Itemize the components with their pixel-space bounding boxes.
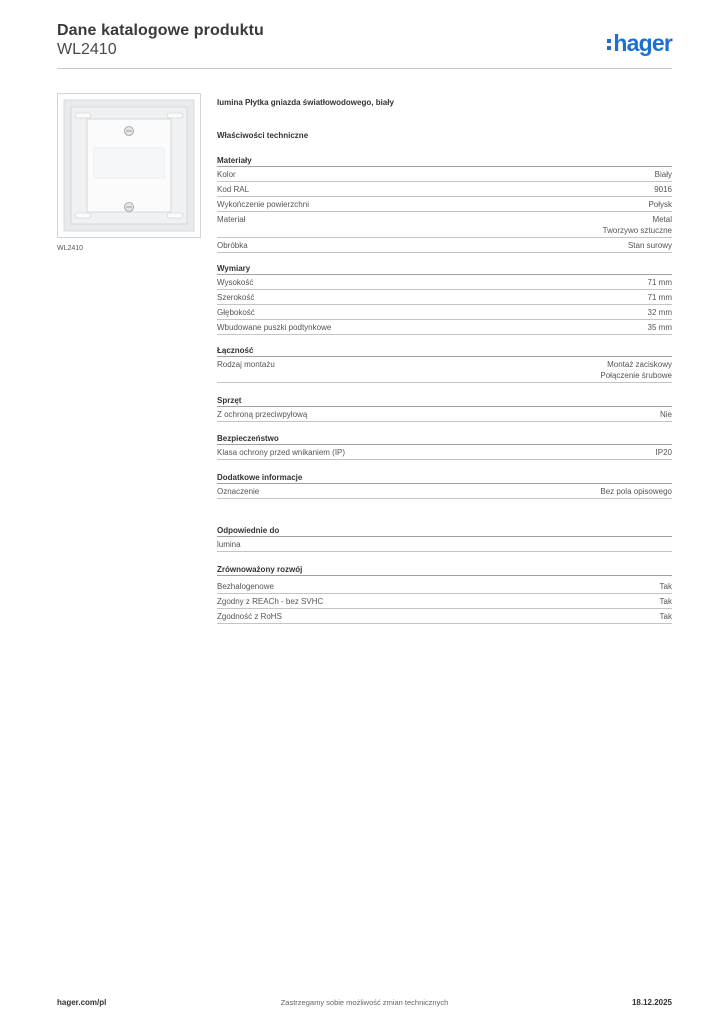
spec-label: Kod RAL (217, 185, 250, 194)
spec-row (217, 445, 672, 460)
spec-label: Obróbka (217, 241, 248, 250)
document-title: Dane katalogowe produktu (57, 22, 264, 39)
product-image (57, 93, 201, 238)
spec-label: Kolor (217, 170, 236, 179)
spec-value: Nie (659, 410, 672, 419)
section-title: Odpowiednie do (217, 525, 672, 537)
spec-row (217, 537, 672, 552)
spec-label: Wykończenie powierzchni (217, 200, 309, 209)
section-title: Łączność (217, 345, 672, 357)
spec-value: Metal Tworzywo sztuczne (602, 215, 672, 235)
spec-row (217, 290, 672, 305)
spec-label: Głębokość (217, 308, 255, 317)
section-connectivity (217, 345, 672, 383)
spec-value: Tak (659, 612, 672, 621)
spec-row (217, 357, 672, 383)
product-code: WL2410 (57, 41, 117, 58)
spec-label: Wbudowane puszki podtynkowe (217, 323, 332, 332)
spec-row (217, 407, 672, 422)
spec-label: Klasa ochrony przed wnikaniem (IP) (217, 448, 346, 457)
spec-label: Rodzaj montażu (217, 360, 275, 369)
spec-label: Zgodność z RoHS (217, 612, 282, 621)
spec-label: Zgodny z REACh - bez SVHC (217, 597, 324, 606)
logo-dots-icon (607, 39, 611, 50)
spec-label: Szerokość (217, 293, 255, 302)
spec-value: Montaż zaciskowy Połączenie śrubowe (600, 360, 672, 380)
spec-label: Bezhalogenowe (217, 582, 274, 591)
footer-date: 18.12.2025 (631, 998, 672, 1007)
technical-properties-heading: Właściwości techniczne (217, 131, 309, 140)
footer-website-link[interactable]: hager.com/pl (57, 998, 107, 1007)
logo-text: hager (613, 29, 672, 56)
spec-value: 9016 (654, 185, 672, 194)
section-title: Materiały (217, 155, 672, 167)
header-divider (57, 68, 672, 69)
section-safety (217, 433, 672, 460)
image-caption: WL2410 (57, 245, 84, 252)
socket-plate-icon (58, 94, 200, 237)
spec-value: IP20 (655, 448, 672, 457)
spec-value: 32 mm (647, 308, 672, 317)
section-sustainability (217, 564, 672, 624)
spec-value: Biały (654, 170, 672, 179)
section-title: Zrównoważony rozwój (217, 564, 672, 576)
section-title: Bezpieczeństwo (217, 433, 672, 445)
section-title: Wymiary (217, 263, 672, 275)
spec-row (217, 305, 672, 320)
section-title: Sprzęt (217, 395, 672, 407)
product-name: lumina Płytka gniazda światłowodowego, biały (217, 98, 394, 107)
section-title: Dodatkowe informacje (217, 472, 672, 484)
spec-row (217, 167, 672, 182)
spec-row (217, 197, 672, 212)
section-hardware (217, 395, 672, 422)
section-materials (217, 155, 672, 253)
spec-row (217, 594, 672, 609)
spec-value: Tak (659, 597, 672, 606)
spec-row (217, 579, 672, 594)
section-suitable-for (217, 525, 672, 552)
spec-value: Stan surowy (627, 241, 672, 250)
spec-label: Wysokość (217, 278, 254, 287)
spec-row (217, 238, 672, 253)
spec-label: Z ochroną przeciwpyłową (217, 410, 308, 419)
page-footer (57, 998, 672, 1010)
spec-row (217, 320, 672, 335)
spec-value: Połysk (648, 200, 672, 209)
spec-value: Bez pola opisowego (600, 487, 672, 496)
section-dimensions (217, 263, 672, 335)
spec-row (217, 182, 672, 197)
spec-value: 35 mm (647, 323, 672, 332)
spec-label: lumina (217, 540, 241, 549)
page-header (57, 22, 672, 70)
spec-row (217, 275, 672, 290)
spec-label: Oznaczenie (217, 487, 260, 496)
spec-value: 71 mm (647, 293, 672, 302)
spec-value: 71 mm (647, 278, 672, 287)
spec-row (217, 484, 672, 499)
spec-row (217, 212, 672, 238)
spec-row (217, 609, 672, 624)
footer-disclaimer: Zastrzegamy sobie możliwość zmian technicznych (280, 998, 449, 1007)
spec-label: Materiał (217, 215, 246, 224)
section-additional-info (217, 472, 672, 499)
spec-value: Tak (659, 582, 672, 591)
hager-logo (607, 28, 672, 58)
